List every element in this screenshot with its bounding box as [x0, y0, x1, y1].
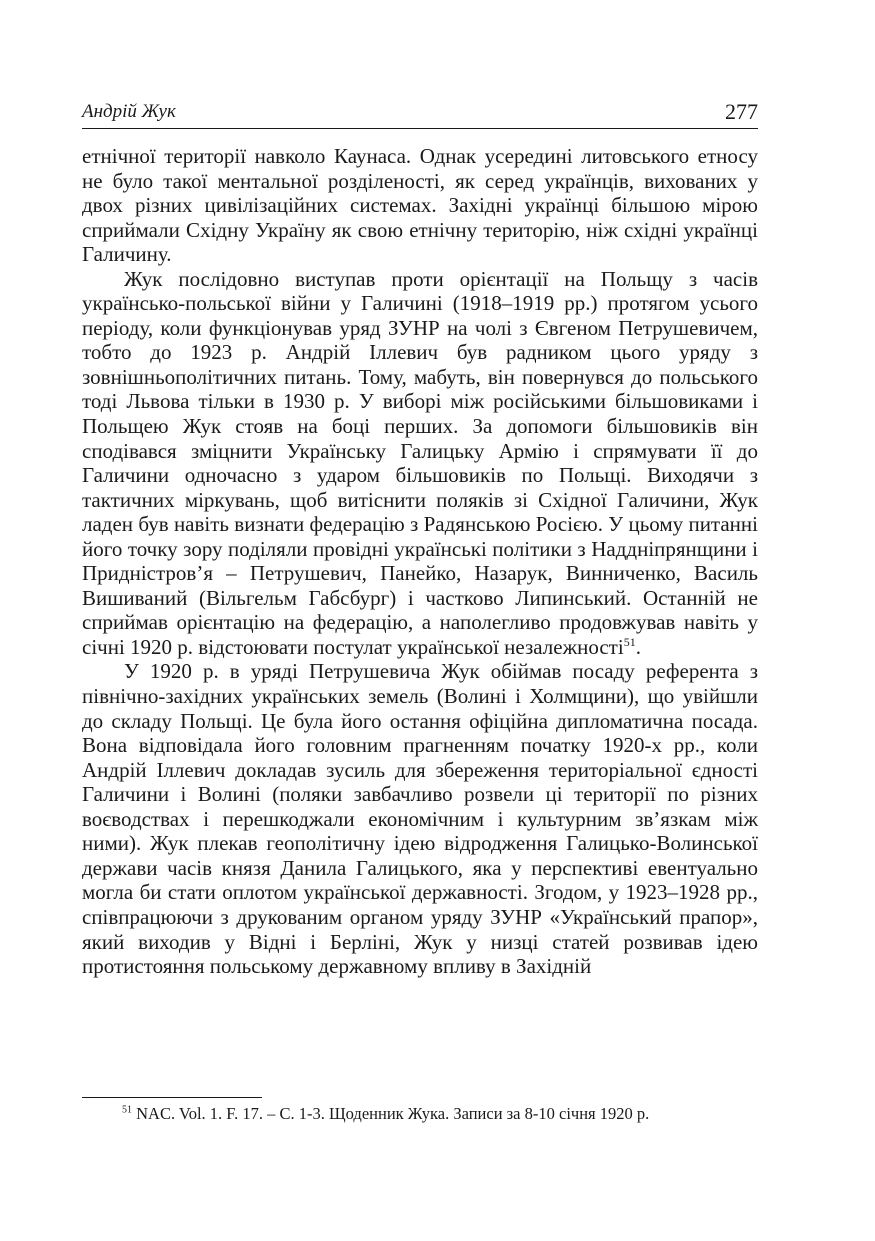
paragraph-text: Жук послідовно виступав проти орієнтації на Польщу з часів українсько-польської війни у Галичині (1918–1919 рр.) протягом усього періоду, коли функціонував уряд ЗУНР на чолі з Євгеном Петрушевичем, тобто до 1923 р. Андрій Іллевич був радником цього уряду з зовнішньополітичних питань. Тому, мабуть, він повернувся до польського тоді Львова тільки в 1930 р. У виборі між російськими більшовиками і Польщею Жук стояв на боці перших. За допомоги більшовиків він сподівався зміцнити Українську Галицьку Армію і спрямувати її до Галичини одночасно з ударом більшовиків по Польщі. Виходячи з тактичних міркувань, щоб витіснити поляків зі Східної Галичини, Жук ладен був навіть визнати федерацію з Радянською Росією. У цьому питанні його точку зору поділяли провідні українські політики з Наддніпрянщини і Придністров’я – Петрушевич, Панейко, Назарук, Винниченко, Василь Вишиваний (Вільгельм Габсбург) і частково Липинський. Останній не сприймав орієнтацію на федерацію, а наполегливо продовжував навіть у січні 1920 р. відстоювати постулат української незалежності [82, 266, 758, 659]
paragraph [82, 267, 758, 660]
footnote-reference: 51 [623, 634, 636, 649]
paragraph-text-end: . [635, 634, 641, 659]
page-number: 277 [725, 99, 758, 124]
body-text [82, 144, 758, 979]
footnote-separator [82, 1097, 262, 1098]
footnote-text: NAC. Vol. 1. F. 17. – C. 1-3. Щоденник Жука. Записи за 8-10 січня 1920 р. [136, 1104, 650, 1123]
running-header-author: Андрій Жук [82, 101, 176, 122]
footnote [82, 1103, 758, 1125]
running-header [82, 98, 758, 129]
paragraph: У 1920 р. в уряді Петрушевича Жук обіймав посаду референта з північно-західних українських земель (Волині і Холмщини), що увійшли до складу Польщі. Це була його остання офіційна дипломатична посада. Вона відповідала його головним прагненням початку 1920-х рр., коли Андрій Іллевич докладав зусиль для збереження територіальної єдності Галичини і Волині (поляки завбачливо розвели ці території по різних воєводствах і перешкоджали економічним і культурним зв’язкам між ними). Жук плекав геополітичну ідею відродження Галицько-Волинської держави часів князя Данила Галицького, яка у перспективі евентуально могла би стати оплотом української державності. Згодом, у 1923–1928 рр., співпрацюючи з друкованим органом уряду ЗУНР «Український прапор», який виходив у Відні і Берліні, Жук у низці статей розвивав ідею протистояння польському державному впливу в Західній [82, 659, 758, 979]
footnote-number: 51 [122, 1104, 132, 1116]
paragraph-continued: етнічної території навколо Каунаса. Однак усередині литовського етносу не було такої ментальної розділеності, як серед українців, вихованих у двох різних цивілізаційних системах. Західні українці більшою мірою сприймали Східну Україну як свою етнічну територію, ніж східні українці Галичину. [82, 144, 758, 267]
